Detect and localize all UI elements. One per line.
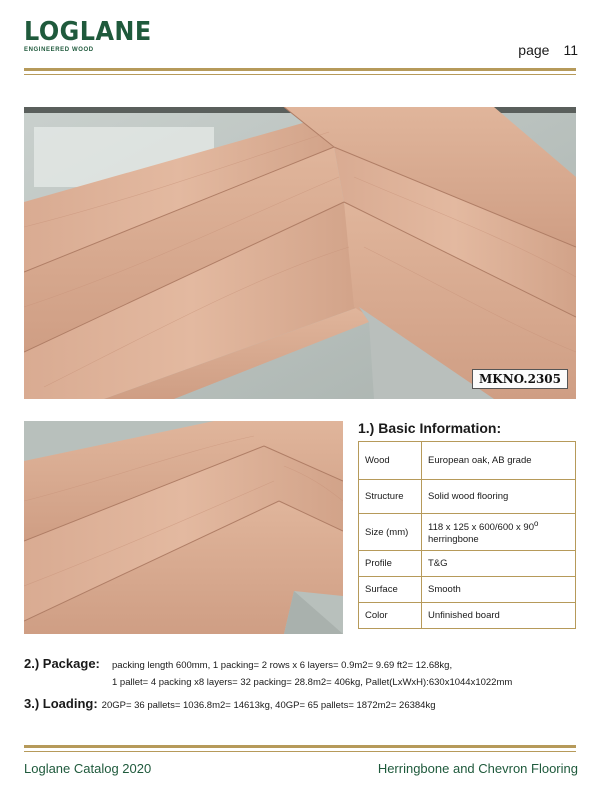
footer-divider (24, 745, 576, 748)
footer-product-line: Herringbone and Chevron Flooring (377, 761, 578, 776)
package-section (24, 656, 584, 688)
herringbone-detail-image (24, 421, 343, 634)
page-indicator (518, 42, 578, 58)
table-row (359, 577, 576, 603)
info-value: Unfinished board (422, 603, 576, 629)
basic-info-title: 1.) Basic Information: (358, 420, 502, 436)
package-line-2: 1 pallet= 4 packing x8 layers= 32 packing= 28.8m2= 406kg, Pallet(LxWxH):630x1044x1022mm (112, 677, 513, 688)
table-row (359, 603, 576, 629)
header-divider (24, 68, 576, 71)
info-value: Smooth (422, 577, 576, 603)
info-key: Color (359, 603, 422, 629)
herringbone-floor-image (24, 107, 576, 399)
table-row (359, 480, 576, 514)
footer-catalog-title: Loglane Catalog 2020 (24, 761, 152, 776)
size-value: 118 x 125 x 600/600 x 90 (428, 522, 534, 534)
loading-section (24, 696, 435, 711)
size-pattern: herringbone (428, 533, 479, 545)
info-value: T&G (422, 551, 576, 577)
logo-subtitle: ENGINEERED WOOD (24, 47, 94, 53)
table-row (359, 442, 576, 480)
package-line-1: packing length 600mm, 1 packing= 2 rows x 6 layers= 0.9m2= 9.69 ft2= 12.68kg, (112, 660, 453, 671)
info-value: Solid wood flooring (422, 480, 576, 514)
detail-product-photo (24, 421, 343, 634)
info-key: Profile (359, 551, 422, 577)
loading-heading: 3.) Loading: (24, 696, 98, 711)
logo-text: LOGLANE (24, 17, 152, 47)
brand-logo (24, 17, 152, 53)
header-divider-thin (24, 74, 576, 75)
basic-info-table (358, 441, 576, 629)
package-heading: 2.) Package: (24, 656, 100, 671)
model-number-tag: MKNO.2305 (472, 369, 568, 389)
info-value: European oak, AB grade (422, 442, 576, 480)
info-key: Size (mm) (359, 514, 422, 551)
info-key: Wood (359, 442, 422, 480)
page-number: 11 (563, 42, 578, 58)
info-key: Surface (359, 577, 422, 603)
loading-text: 20GP= 36 pallets= 1036.8m2= 14613kg, 40GP= 65 pallets= 1872m2= 26384kg (101, 700, 436, 711)
page-word: page (518, 42, 550, 58)
info-key: Structure (359, 480, 422, 514)
table-row (359, 514, 576, 551)
info-value-size (422, 514, 576, 551)
footer-divider-thin (24, 751, 576, 752)
table-row (359, 551, 576, 577)
main-product-photo (24, 107, 576, 399)
degree-mark: o (534, 519, 539, 529)
